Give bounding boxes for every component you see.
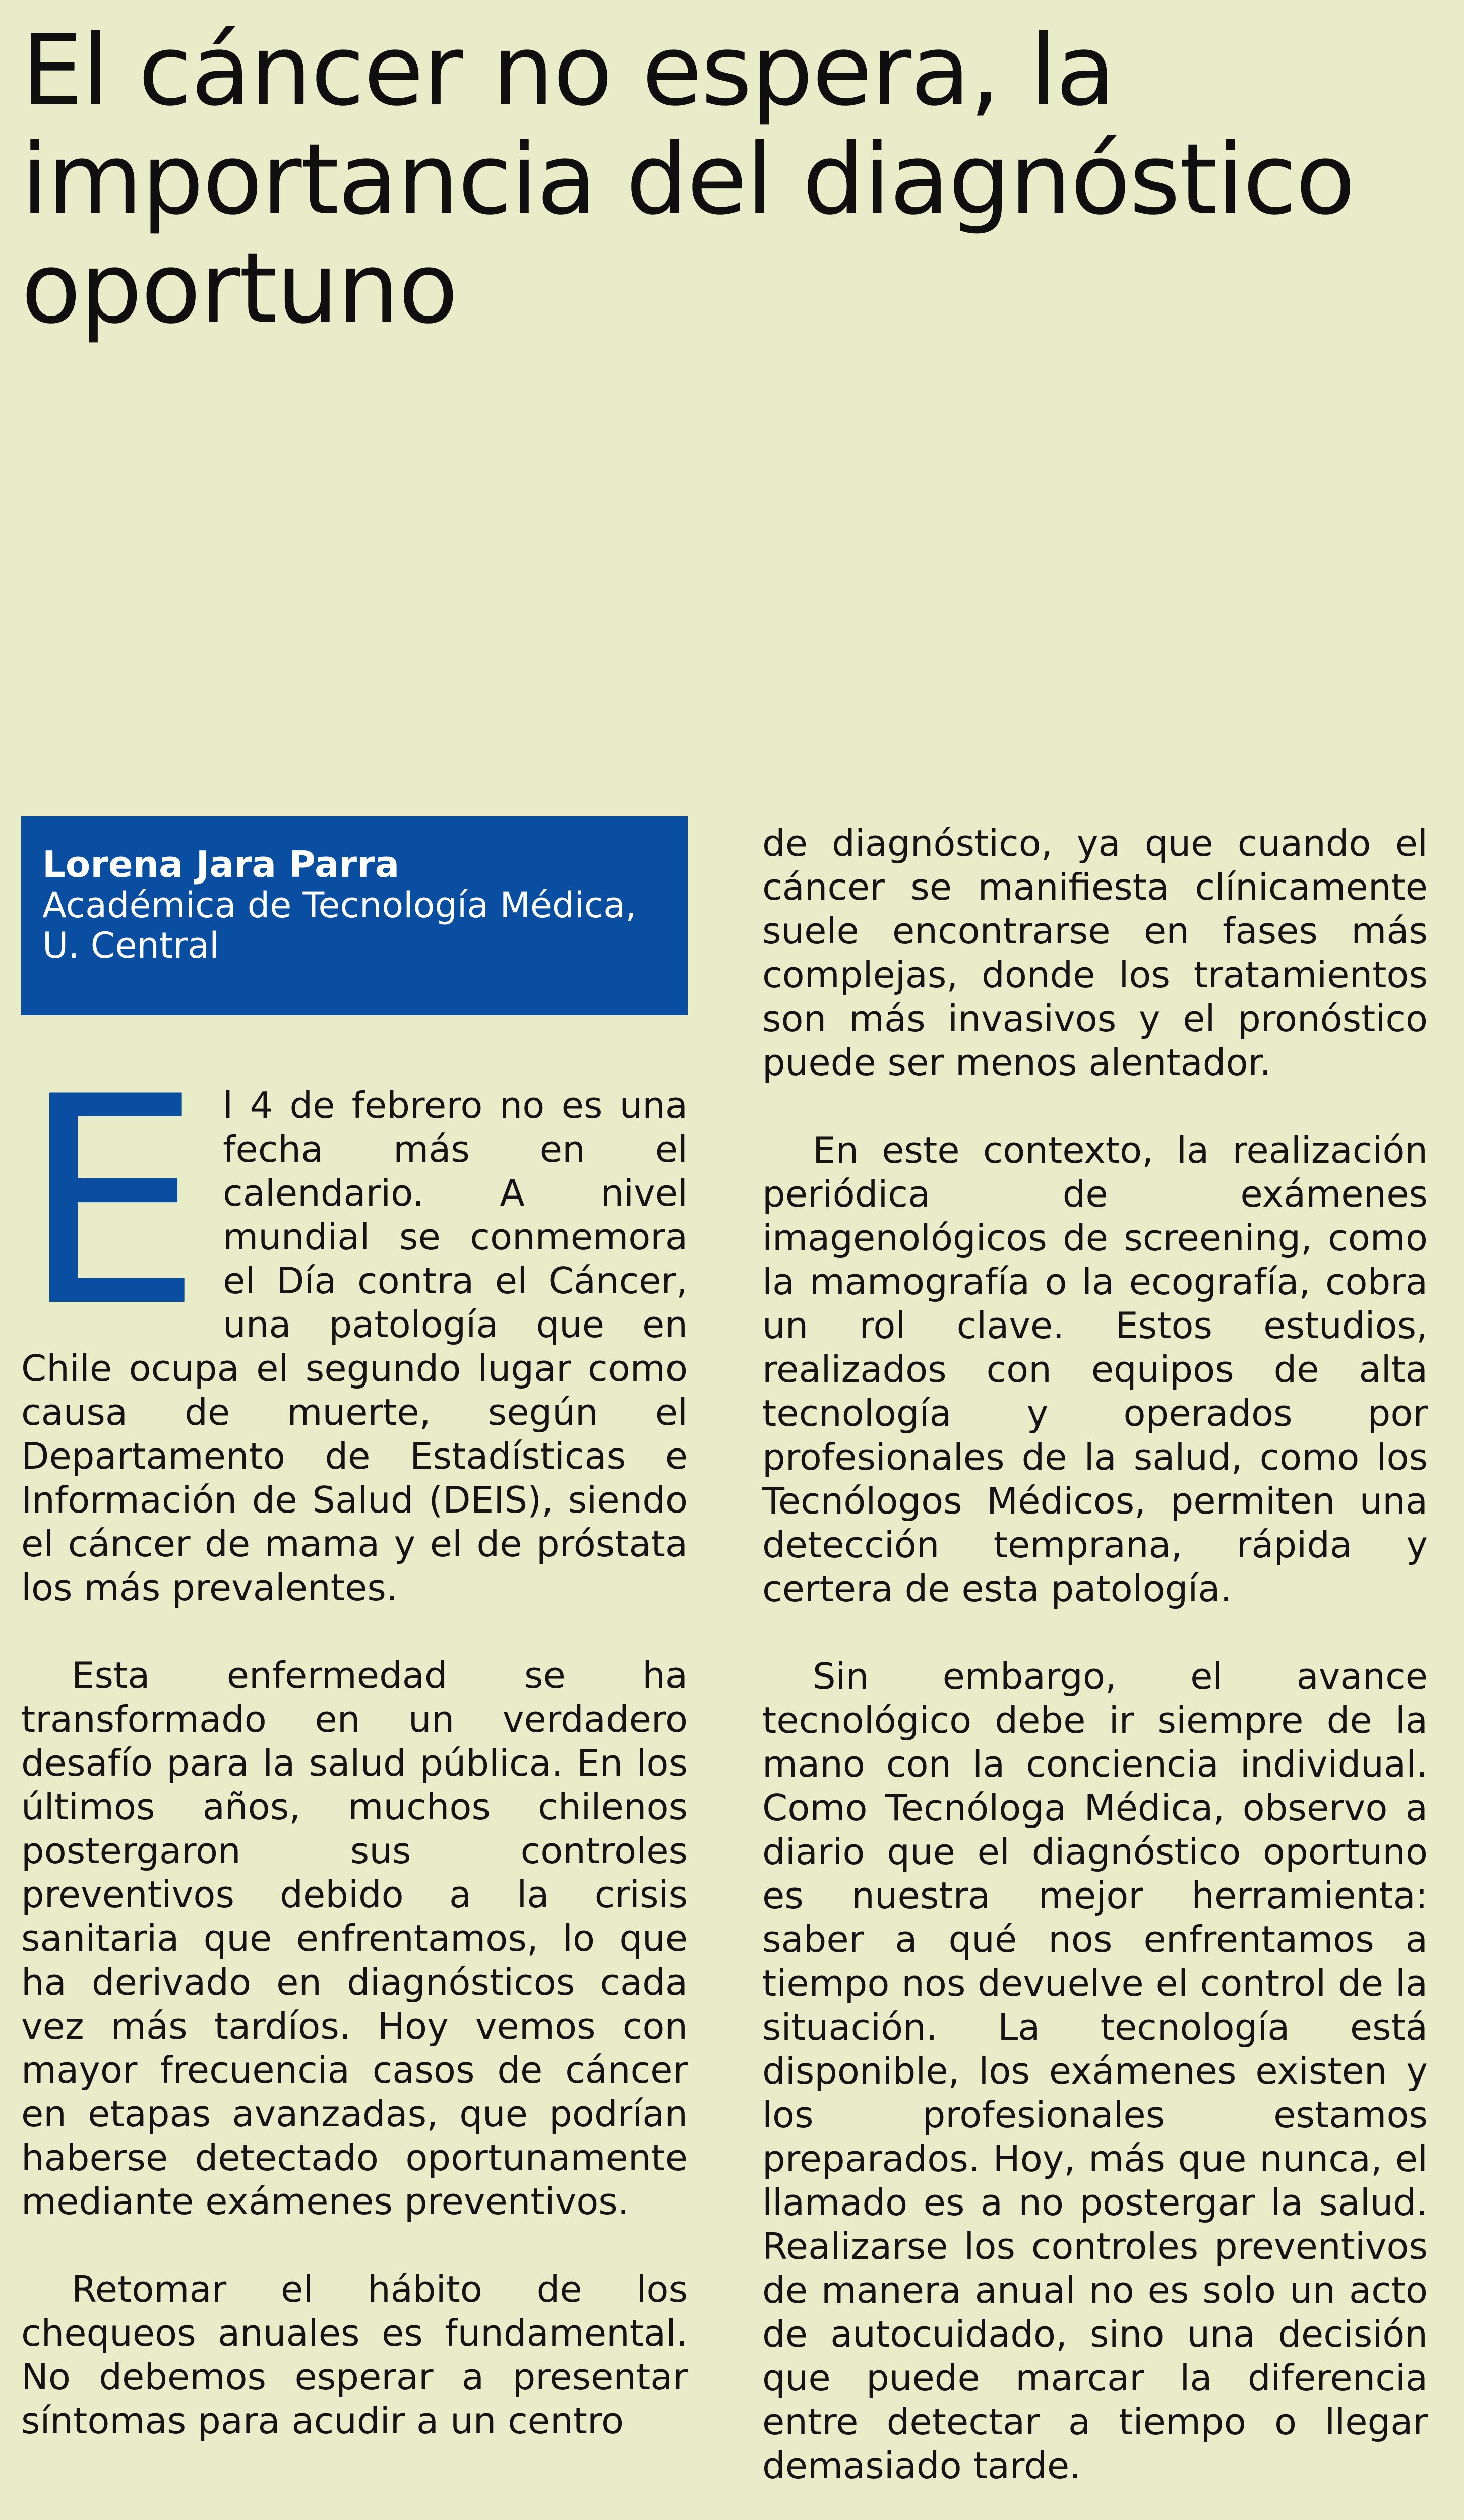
paragraph-3-start: Retomar el hábito de los chequeos anuales es fundamental. No debemos esperar a presentar síntomas para acudir a un centro: [21, 2268, 688, 2442]
paragraph-3-end: de diagnóstico, ya que cuando el cáncer se manifiesta clínicamente suele encontrarse en fases más complejas, donde los tratamientos son más invasivos y el pronóstico puede ser menos alentador.: [762, 822, 1428, 1084]
author-byline-box: [21, 816, 688, 1015]
paragraph-5: Sin embargo, el avance tecnológico debe ir siempre de la mano con la conciencia individual. Como Tecnóloga Médica, observo a diario que el diagnóstico oportuno es nuestra mejor herramienta: saber a qué nos enfrentamos a tiempo nos devuelve el control de la situación. La tecnología está disponible, los exámenes existen y los profesionales estamos preparados. Hoy, más que nunca, el llamado es a no postergar la salud. Realizarse los controles preventivos de manera anual no es solo un acto de autocuidado, sino una decisión que puede marcar la diferencia entre detectar a tiempo o llegar demasiado tarde.: [762, 1655, 1428, 2487]
paragraph-2: Esta enfermedad se ha transformado en un verdadero desafío para la salud pública. En los últimos años, muchos chilenos postergaron sus controles preventivos debido a la crisis sanitaria que enfrentamos, lo que ha derivado en diagnósticos cada vez más tardíos. Hoy vemos con mayor frecuencia casos de cáncer en etapas avanzadas, que podrían haberse detectado oportunamente mediante exámenes preventivos.: [21, 1654, 688, 2223]
article-column-right: [762, 822, 1428, 2488]
paragraph-1: [21, 1036, 688, 1610]
drop-cap: E: [21, 1036, 203, 1370]
paragraph-1-text: l 4 de febrero no es una fecha más en el calendario. A nivel mundial se conmemora el Día contra el Cáncer, una patología que en Chile ocupa el segundo lugar como causa de muerte, según el Departamento de Estadísticas e Información de Salud (DEIS), siendo el cáncer de mama y el de próstata los más prevalentes.: [21, 1084, 688, 1609]
author-role: Académica de Tecnología Médica, U. Central: [42, 885, 637, 966]
article-headline: El cáncer no espera, la importancia del diagnóstico oportuno: [21, 14, 1355, 345]
paragraph-4: En este contexto, la realización periódica de exámenes imagenológicos de screening, como la mamografía o la ecografía, cobra un rol clave. Estos estudios, realizados con equipos de alta tecnología y operados por profesionales de la salud, como los Tecnólogos Médicos, permiten una detección temprana, rápida y certera de esta patología.: [762, 1129, 1428, 1610]
article-column-left: [21, 1036, 688, 2443]
author-name: Lorena Jara Parra: [42, 843, 400, 886]
